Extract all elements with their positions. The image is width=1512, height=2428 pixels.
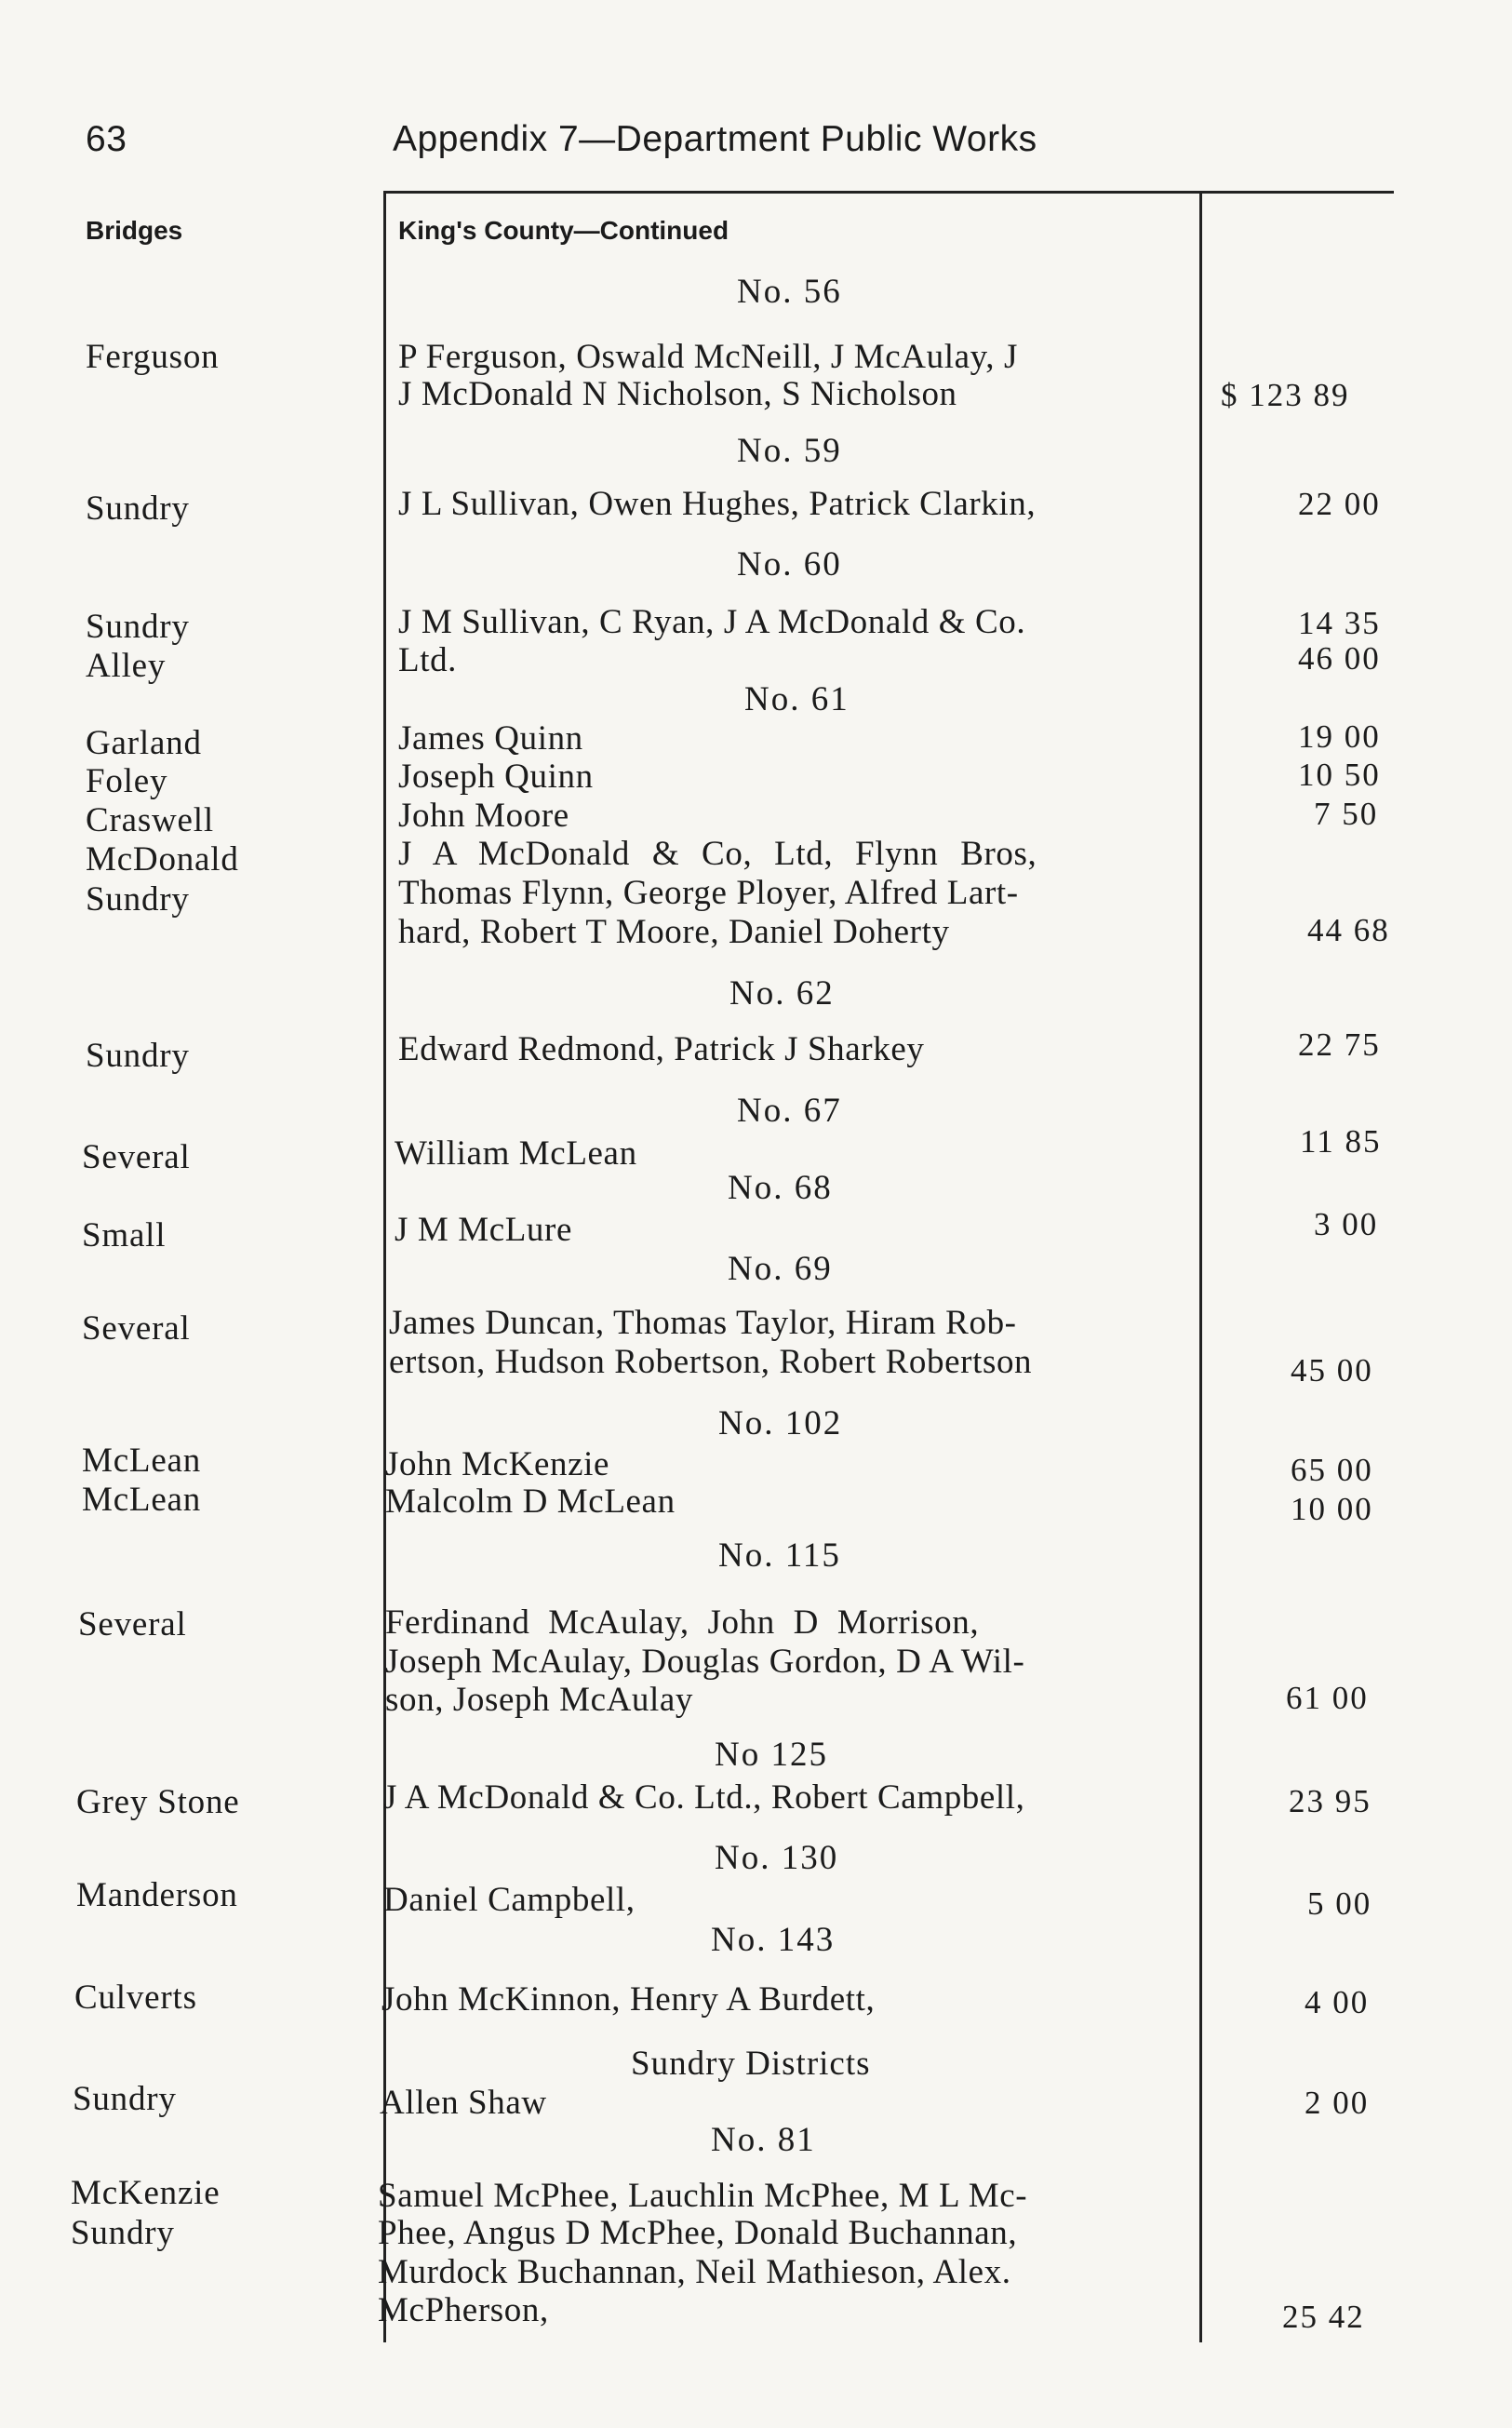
right-column-rule [1199, 191, 1202, 2342]
section-label: No. 130 [715, 1839, 839, 1877]
contractor-line: Joseph Quinn [398, 758, 594, 796]
contractor-line: Malcolm D McLean [385, 1482, 676, 1521]
contractor-line: Allen Shaw [380, 2084, 547, 2122]
bridge-name: Sundry [71, 2214, 175, 2252]
bridge-name: McDonald [86, 840, 239, 879]
bridge-name: Grey Stone [76, 1783, 240, 1821]
header-rule [383, 191, 1394, 194]
bridge-name: Manderson [76, 1876, 238, 1914]
contractor-line: Joseph McAulay, Douglas Gordon, D A Wil- [385, 1643, 1025, 1681]
amount: 46 00 [1298, 640, 1381, 677]
amount: 3 00 [1314, 1206, 1379, 1242]
amount: 14 35 [1298, 605, 1381, 641]
contractor-line: J McDonald N Nicholson, S Nicholson [398, 375, 957, 413]
section-label: No. 67 [737, 1092, 842, 1130]
bridge-name: Several [82, 1138, 191, 1176]
amount: 7 50 [1314, 796, 1379, 832]
section-label: No. 102 [718, 1404, 843, 1442]
amount: 10 00 [1291, 1491, 1373, 1527]
section-label: No. 61 [744, 680, 850, 718]
contractor-line: J M McLure [395, 1211, 572, 1249]
amount: 19 00 [1298, 718, 1381, 755]
section-label: No. 60 [737, 545, 842, 584]
section-label: No. 68 [728, 1169, 833, 1207]
section-label: No. 59 [737, 432, 842, 470]
amount: 2 00 [1305, 2085, 1370, 2121]
contractor-line: Daniel Campbell, [383, 1881, 636, 1919]
bridge-name: Sundry [86, 880, 190, 919]
bridge-name: Garland [86, 724, 202, 762]
amount: 25 42 [1282, 2299, 1365, 2335]
contractor-line: J A McDonald & Co. Ltd., Robert Campbell, [383, 1778, 1025, 1817]
contractor-line: Ferdinand McAulay, John D Morrison, [385, 1603, 980, 1642]
bridge-name: Sundry [86, 1037, 190, 1075]
amount: 45 00 [1291, 1352, 1373, 1388]
amount: 23 95 [1289, 1783, 1372, 1819]
page-number: 63 [86, 119, 127, 159]
amount: 10 50 [1298, 757, 1381, 793]
amount: 65 00 [1291, 1452, 1373, 1488]
bridge-name: Sundry [86, 490, 190, 528]
contractor-line: McPherson, [378, 2291, 549, 2329]
bridge-name: Ferguson [86, 338, 220, 376]
contractor-line: Murdock Buchannan, Neil Mathieson, Alex. [378, 2253, 1011, 2291]
contractor-line: James Duncan, Thomas Taylor, Hiram Rob- [389, 1304, 1017, 1342]
section-label: No 125 [715, 1736, 828, 1774]
contractor-line: ertson, Hudson Robertson, Robert Robertson [389, 1343, 1033, 1381]
section-label: No. 115 [718, 1536, 841, 1575]
amount: 22 00 [1298, 486, 1381, 522]
contractor-line: son, Joseph McAulay [385, 1681, 694, 1719]
contractor-line: Edward Redmond, Patrick J Sharkey [398, 1030, 925, 1068]
contractor-line: hard, Robert T Moore, Daniel Doherty [398, 913, 950, 951]
contractor-line: P Ferguson, Oswald McNeill, J McAulay, J [398, 338, 1018, 376]
contractor-line: John McKenzie [385, 1445, 610, 1483]
page-title: Appendix 7—Department Public Works [393, 119, 1037, 159]
amount: 22 75 [1298, 1026, 1381, 1063]
contractor-line: Thomas Flynn, George Ployer, Alfred Lart- [398, 874, 1019, 912]
contractor-line: Ltd. [398, 641, 458, 679]
contractor-line: J L Sullivan, Owen Hughes, Patrick Clarkin, [398, 485, 1037, 523]
contractor-line: J M Sullivan, C Ryan, J A McDonald & Co. [398, 603, 1026, 641]
contractor-line: Samuel McPhee, Lauchlin McPhee, M L Mc- [378, 2177, 1028, 2215]
contractor-line: James Quinn [398, 719, 583, 758]
section-label: No. 56 [737, 273, 842, 311]
bridge-name: McKenzie [71, 2174, 221, 2212]
amount: 11 85 [1300, 1123, 1382, 1160]
bridge-name: Sundry [86, 608, 190, 646]
bridge-name: Foley [86, 762, 168, 800]
bridge-name: Several [82, 1309, 191, 1348]
column-header-county: King's County—Continued [398, 216, 729, 245]
bridge-name: Culverts [74, 1979, 197, 2017]
contractor-line: William McLean [395, 1134, 637, 1173]
amount: 5 00 [1307, 1885, 1372, 1922]
section-label: No. 62 [729, 974, 835, 1013]
amount: $ 123 89 [1221, 377, 1350, 413]
column-header-bridges: Bridges [86, 216, 183, 245]
left-column-rule [383, 191, 386, 2342]
bridge-name: Craswell [86, 801, 214, 839]
contractor-line: J A McDonald & Co, Ltd, Flynn Bros, [398, 835, 1037, 873]
section-label: No. 143 [711, 1921, 836, 1959]
bridge-name: Several [78, 1605, 187, 1643]
bridge-name: McLean [82, 1481, 202, 1519]
amount: 4 00 [1305, 1984, 1370, 2020]
section-label: No. 69 [728, 1250, 833, 1288]
bridge-name: Alley [86, 647, 167, 685]
amount: 61 00 [1286, 1680, 1369, 1716]
contractor-line: Phee, Angus D McPhee, Donald Buchannan, [378, 2214, 1018, 2252]
bridge-name: Small [82, 1216, 167, 1254]
contractor-line: John McKinnon, Henry A Burdett, [381, 1980, 876, 2019]
amount: 44 68 [1307, 912, 1390, 948]
section-label: Sundry Districts [631, 2045, 871, 2083]
bridge-name: McLean [82, 1442, 202, 1480]
bridge-name: Sundry [73, 2080, 177, 2118]
contractor-line: John Moore [398, 797, 569, 835]
section-label: No. 81 [711, 2121, 816, 2159]
